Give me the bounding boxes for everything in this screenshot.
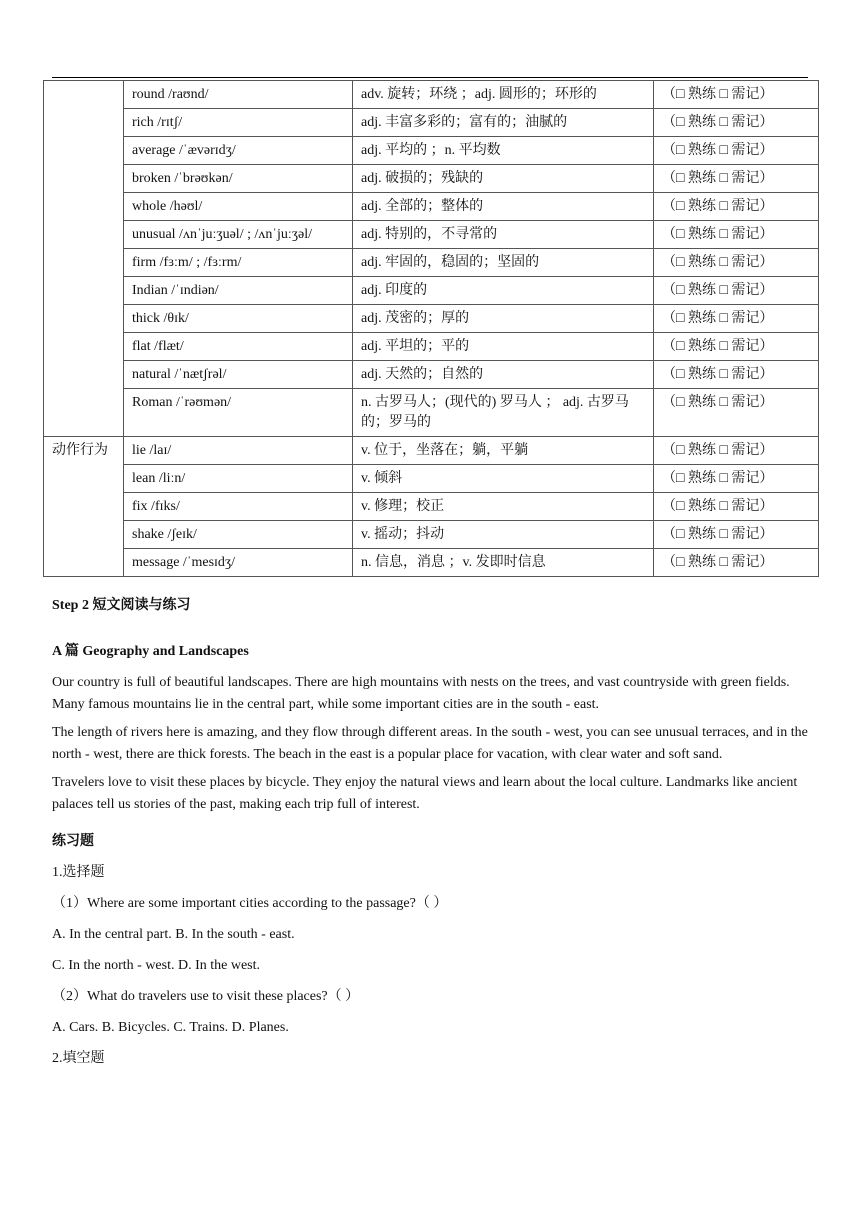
passage-paragraph: Travelers love to visit these places by bicycle. They enjoy the natural views and learn about the local culture. Landmarks like ancient palaces tell us stories of the past, making each trip full of interest. [52, 775, 798, 812]
meaning-cell: adj. 茂密的；厚的 [353, 305, 654, 333]
table-row [44, 193, 819, 221]
word-cell: round /raʊnd/ [124, 81, 353, 109]
mastery-mark[interactable]: （□ 熟练 □ 需记） [654, 465, 819, 493]
word-cell: unusual /ʌnˈjuːʒuəl/ ; /ʌnˈjuːʒəl/ [124, 221, 353, 249]
mastery-mark[interactable]: （□ 熟练 □ 需记） [654, 277, 819, 305]
word-cell: Roman /ˈrəʊmən/ [124, 389, 353, 437]
category-cell [44, 81, 124, 437]
step-heading: Step 2 短文阅读与练习 [52, 598, 191, 613]
mastery-mark[interactable]: （□ 熟练 □ 需记） [654, 165, 819, 193]
word-cell: average /ˈævərɪdʒ/ [124, 137, 353, 165]
table-row [44, 137, 819, 165]
mastery-mark[interactable]: （□ 熟练 □ 需记） [654, 437, 819, 465]
mastery-mark[interactable]: （□ 熟练 □ 需记） [654, 81, 819, 109]
passage-paragraph: Our country is full of beautiful landscapes. There are high mountains with nests on the trees, and vast countryside with green fields. Many famous mountains lie in the central part, while some important cities are in the south - east. [52, 675, 790, 712]
word-cell: whole /həʊl/ [124, 193, 353, 221]
question-1: （1）Where are some important cities according to the passage?（ ） [52, 896, 448, 911]
category-cell: 动作行为 [44, 437, 124, 577]
meaning-cell: v. 位于，坐落在；躺，平躺 [353, 437, 654, 465]
section-label-fill: 2.填空题 [52, 1051, 105, 1066]
question-1-options: A. In the central part. B. In the south - east. [52, 927, 295, 942]
table-row [44, 361, 819, 389]
table-row [44, 165, 819, 193]
mastery-mark[interactable]: （□ 熟练 □ 需记） [654, 549, 819, 577]
meaning-cell: v. 倾斜 [353, 465, 654, 493]
mastery-mark[interactable]: （□ 熟练 □ 需记） [654, 193, 819, 221]
table-row [44, 521, 819, 549]
mastery-mark[interactable]: （□ 熟练 □ 需记） [654, 249, 819, 277]
question-2: （2）What do travelers use to visit these places?（ ） [52, 989, 360, 1004]
table-row [44, 437, 819, 465]
word-cell: broken /ˈbrəʊkən/ [124, 165, 353, 193]
mastery-mark[interactable]: （□ 熟练 □ 需记） [654, 221, 819, 249]
meaning-cell: adj. 全部的；整体的 [353, 193, 654, 221]
top-rule [52, 77, 808, 78]
word-cell: flat /flæt/ [124, 333, 353, 361]
meaning-cell: n. 信息，消息 ；v. 发即时信息 [353, 549, 654, 577]
meaning-cell: adv. 旋转；环绕 ；adj. 圆形的；环形的 [353, 81, 654, 109]
word-cell: fix /fɪks/ [124, 493, 353, 521]
meaning-cell: adj. 丰富多彩的；富有的；油腻的 [353, 109, 654, 137]
table-row [44, 81, 819, 109]
section-label-choice: 1.选择题 [52, 865, 105, 880]
mastery-mark[interactable]: （□ 熟练 □ 需记） [654, 305, 819, 333]
meaning-cell: adj. 破损的；残缺的 [353, 165, 654, 193]
word-cell: Indian /ˈɪndiən/ [124, 277, 353, 305]
table-row [44, 465, 819, 493]
meaning-cell: adj. 印度的 [353, 277, 654, 305]
word-cell: thick /θɪk/ [124, 305, 353, 333]
table-row [44, 549, 819, 577]
mastery-mark[interactable]: （□ 熟练 □ 需记） [654, 493, 819, 521]
meaning-cell: adj. 特别的，不寻常的 [353, 221, 654, 249]
question-2-options: A. Cars. B. Bicycles. C. Trains. D. Planes. [52, 1020, 289, 1035]
word-cell: shake /ʃeɪk/ [124, 521, 353, 549]
mastery-mark[interactable]: （□ 熟练 □ 需记） [654, 521, 819, 549]
mastery-mark[interactable]: （□ 熟练 □ 需记） [654, 137, 819, 165]
mastery-mark[interactable]: （□ 熟练 □ 需记） [654, 389, 819, 437]
passage-title: A 篇 Geography and Landscapes [52, 644, 249, 659]
table-row [44, 493, 819, 521]
mastery-mark[interactable]: （□ 熟练 □ 需记） [654, 333, 819, 361]
question-1-options: C. In the north - west. D. In the west. [52, 958, 261, 973]
word-cell: rich /rɪtʃ/ [124, 109, 353, 137]
exercise-heading: 练习题 [52, 834, 94, 849]
table-row [44, 109, 819, 137]
word-cell: lean /liːn/ [124, 465, 353, 493]
table-row [44, 221, 819, 249]
meaning-cell: v. 修理；校正 [353, 493, 654, 521]
meaning-cell: n. 古罗马人；(现代的) 罗马人 ； adj. 古罗马的；罗马的 [353, 389, 654, 437]
table-row [44, 333, 819, 361]
meaning-cell: adj. 天然的；自然的 [353, 361, 654, 389]
vocabulary-table [43, 80, 819, 577]
word-cell: lie /laɪ/ [124, 437, 353, 465]
word-cell: firm /fɜːm/ ; /fɜːrm/ [124, 249, 353, 277]
mastery-mark[interactable]: （□ 熟练 □ 需记） [654, 361, 819, 389]
word-cell: message /ˈmesɪdʒ/ [124, 549, 353, 577]
passage-paragraph: The length of rivers here is amazing, and they flow through different areas. In the south - west, you can see unusual terraces, and in the north - west, there are thick forests. The beach in the east is a popular place for vacation, with clear water and soft sand. [52, 725, 808, 762]
table-row [44, 249, 819, 277]
table-row [44, 389, 819, 437]
meaning-cell: adj. 平均的 ；n. 平均数 [353, 137, 654, 165]
mastery-mark[interactable]: （□ 熟练 □ 需记） [654, 109, 819, 137]
meaning-cell: v. 摇动；抖动 [353, 521, 654, 549]
meaning-cell: adj. 平坦的；平的 [353, 333, 654, 361]
table-row [44, 277, 819, 305]
word-cell: natural /ˈnætʃrəl/ [124, 361, 353, 389]
reading-section [52, 594, 812, 1071]
meaning-cell: adj. 牢固的，稳固的；坚固的 [353, 249, 654, 277]
table-row [44, 305, 819, 333]
